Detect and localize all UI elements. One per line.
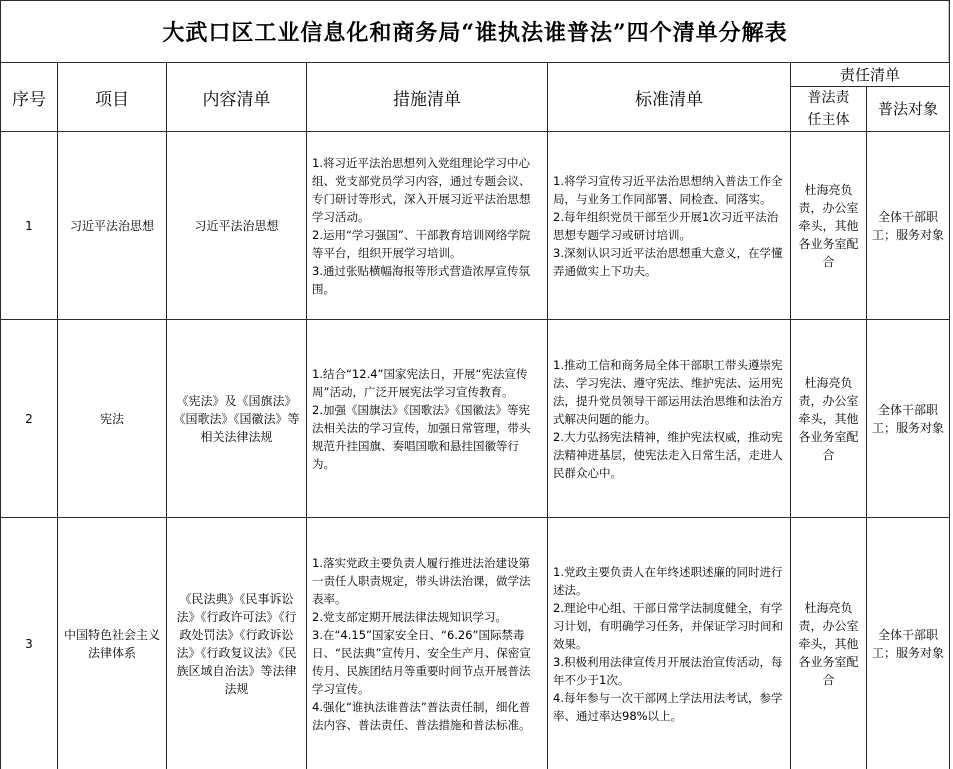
page-title: 大武口区工业信息化和商务局“谁执法谁普法”四个清单分解表 xyxy=(162,20,788,46)
row-1-subject: 杜海亮负责，办公室牵头，其他各业务室配合 xyxy=(798,182,859,269)
row-3-measures-text: 1.落实党政主要负责人履行推进法治建设第一责任人职责规定，带头讲法治课，做学法表率。 2.党支部定期开展法律法规知识学习。 3.在“4.15”国家安全日、“6.26”国际禁毒日、“民法典”宣传月、安全生产月、保密宣传月、民族团结月等重要时间节点开展普法学习宣传。 4.强化“谁执法谁普法”普法责任制，细化普法内容、普法责任、普法措施和普法标准。 xyxy=(312,555,531,732)
row-3-standards-text: 1.党政主要负责人在年终述职述廉的同时进行述法。 2.理论中心组、干部日常学法制度健全，有学习计划，有明确学习任务，并保证学习时间和效果。 3.积极利用法律宣传月开展法治宣传活动，每年不少于1次。 4.每年参与一次干部网上学法用法考试，参学率、通过率达98%以上。 xyxy=(553,564,783,723)
row-1-target: 全体干部职工；服务对象 xyxy=(871,209,944,242)
row-1-standards xyxy=(548,132,790,319)
row-1-standards-text: 1.将学习宣传习近平法治思想纳入普法工作全局，与业务工作同部署、同检查、同落实。 2.每年组织党员干部至少开展1次习近平法治思想专题学习或研讨培训。 3.深刻认识习近平法治思想重大意义，在学懂弄通做实上下功夫。 xyxy=(553,173,783,278)
row-1-content: 习近平法治思想 xyxy=(194,218,279,233)
row-2-item: 宪法 xyxy=(99,411,124,426)
row-2-measures-text: 1.结合“12.4”国家宪法日，开展“宪法宣传周”活动，广泛开展宪法学习宣传教育。 2.加强《国旗法》《国歌法》《国徽法》等宪法相关法的学习宣传，加强日常管理，带头规范升挂国旗、奏唱国歌和悬挂国徽等行为。 xyxy=(312,366,531,471)
row-2-standards-text: 1.推动工信和商务局全体干部职工带头遵崇宪法、学习宪法、遵守宪法、维护宪法、运用宪法，提升党员领导干部运用法治思维和法治方式解决问题的能力。 2.大力弘扬宪法精神，维护宪法权威，推动宪法精神进基层，使宪法走入日常生活，走进人民群众心中。 xyxy=(553,357,783,480)
row-1-measures xyxy=(307,132,547,319)
row-3-subject: 杜海亮负责，办公室牵头，其他各业务室配合 xyxy=(798,600,859,687)
row-3-seq: 3 xyxy=(25,636,33,651)
header-seq: 序号 xyxy=(12,89,46,110)
header-responsibility: 责任清单 xyxy=(839,66,900,84)
row-2-seq: 2 xyxy=(25,411,33,426)
grid-line xyxy=(949,0,950,769)
row-2-measures xyxy=(307,320,547,517)
row-3-measures xyxy=(307,518,547,769)
row-2-subject: 杜海亮负责，办公室牵头，其他各业务室配合 xyxy=(798,375,859,462)
header-content: 内容清单 xyxy=(202,89,271,110)
row-3-item: 中国特色社会主义法律体系 xyxy=(64,627,161,660)
row-3-standards xyxy=(548,518,790,769)
header-measures: 措施清单 xyxy=(393,89,461,110)
header-resp-subject xyxy=(791,87,866,131)
row-3-target: 全体干部职工；服务对象 xyxy=(871,627,944,660)
header-item: 项目 xyxy=(95,89,129,110)
header-standards: 标准清单 xyxy=(635,89,703,110)
row-2-content: 《宪法》及《国旗法》《国歌法》《国徽法》等相关法律法规 xyxy=(173,393,300,444)
header-resp-subject-text: 普法责 任主体 xyxy=(807,90,850,128)
row-2-standards xyxy=(548,320,790,517)
row-3-content: 《民法典》《民事诉讼法》《行政许可法》《行政处罚法》《行政诉讼法》《行政复议法》《民族区域自治法》等法律法规 xyxy=(176,591,297,696)
row-2-target: 全体干部职工；服务对象 xyxy=(871,402,944,435)
row-1-item: 习近平法治思想 xyxy=(69,218,154,233)
row-1-seq: 1 xyxy=(25,218,33,233)
row-1-measures-text: 1.将习近平法治思想列入党组理论学习中心组、党支部党员学习内容，通过专题会议、专门研讨等形式，深入开展习近平法治思想学习活动。 2.运用“学习强国”、干部教育培训网络学院等平台，组织开展学习培训。 3.通过张贴横幅海报等形式营造浓厚宣传氛围。 xyxy=(312,155,531,296)
header-target: 普法对象 xyxy=(877,100,938,118)
